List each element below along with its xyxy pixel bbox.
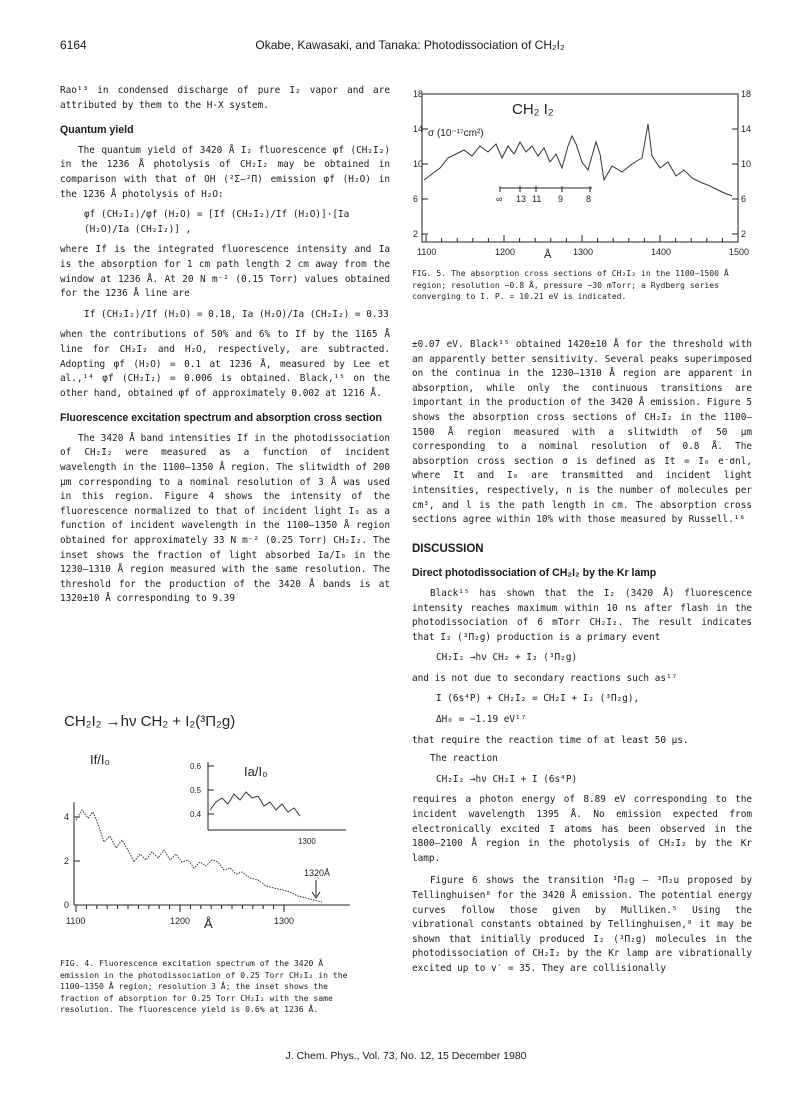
equation-secondary: I (6s⁴P) + CH₂I₂ = CH₂I + I₂ (³Π₂g), (436, 693, 640, 705)
figure-5-y-tick-label-left: 10 (413, 159, 424, 169)
figure-5-caption: FIG. 5. The absorption cross sections of CH₂I₂ in the 1100–1500 Å region; resolution ~0.8 Å, pressure ~30 mTorr; a Rydberg series converging to I. P. = 10.21 eV is indicated. (412, 268, 729, 301)
figure-4-inset-y-ticks (190, 762, 214, 819)
right-column (412, 338, 752, 977)
figure-4-y-tick-label: 4 (64, 812, 70, 822)
fluorescence-paragraph: The 3420 Å band intensities If in the photodissociation of CH₂I₂ were measured as a function of incident wavelength in the 1100–1350 Å region. The slitwidth of 200 μm corresponding to a nominal resolution of 3 Å was used in this region. Figure 4 shows the intensity of the fluorescence normalized to that of incident light I₀ as a function of incident wavelength in the 1100–1350 Å region obtained for approximately 33 N m⁻² (0.25 Torr) CH₂I₂. The inset shows the fraction of light absorbed Ia/I₀ in the 1230–1310 Å region measured with the same resolution. The threshold for the production of the 3420 Å bands is at 1320±10 Å corresponding to 9.39 (60, 432, 390, 605)
figure-5-y-tick-label-right: 6 (741, 194, 747, 204)
figure-4-x-unit: Å (204, 916, 213, 931)
figure-5-y-tick-label-left: 6 (413, 194, 419, 204)
figure-5-x-unit: Å (544, 249, 552, 261)
section-heading-discussion: DISCUSSION (412, 542, 484, 555)
require-paragraph: that require the reaction time of at least 50 μs. (412, 734, 689, 746)
figure-4-y-ticks (64, 812, 80, 910)
quantum-yield-paragraph: The quantum yield of 3420 Å I₂ fluorescence φf (CH₂I₂) in the 1236 Å photolysis of CH₂I₂ may be obtained in comparison with that of OH (²Σ–²Π) emission φf (H₂O) in the 1236 Å photolysis of H₂O: (60, 144, 390, 200)
figure-5-rydberg-markers (496, 186, 592, 204)
figure-4-y-tick-label: 2 (64, 856, 70, 866)
figure-5-x-tick-label: 1200 (495, 247, 516, 257)
figure-5-y-tick-label-left: 18 (413, 89, 424, 99)
figure-5-y-tick-label-right: 18 (741, 89, 752, 99)
equation-ratios: If (CH₂I₂)/If (H₂O) = 0.18, Ia (H₂O)/Ia (CH₂I₂) = 0.33 (84, 308, 389, 320)
equation-enthalpy: ΔH₀ = −1.19 eV¹⁷ (436, 714, 527, 726)
figure-5-x-tick-label: 1400 (651, 247, 672, 257)
figure-5-y-tick-label-right: 2 (741, 229, 747, 239)
figure-4-caption: FIG. 4. Fluorescence excitation spectrum of the 3420 Å emission in the photodissociation of 0.25 Torr CH₂I₂ in the 1100–1350 Å region; resolution 3 Å; the inset shows the fraction of absorption for 0.25 Torr CH₂I₂ with the same resolution. The fluorescence yield is 0.6% at 1236 Å. (60, 958, 348, 1014)
figure-5-rydberg-label: 8 (586, 194, 592, 204)
figure-4-x-ticks (66, 905, 294, 931)
section-heading-fluorescence: Fluorescence excitation spectrum and absorption cross section (60, 412, 383, 425)
figure-4-main-label: If/I₀ (90, 752, 110, 767)
section-heading-quantum-yield: Quantum yield (60, 124, 134, 137)
figure-4-x-tick-label: 1300 (274, 916, 295, 926)
figure-5-x-tick-label: 1500 (729, 247, 750, 257)
equation-reaction: CH₂I₂ →hν CH₂I + I (6s⁴P) (436, 773, 578, 785)
black-paragraph: Black¹⁵ has shown that the I₂ (3420 Å) fluorescence intensity reaches maximum within 10 ns after flash in the photodissociation of 6 mTorr CH₂I₂. The result indicates that I₂ (³Π₂g) production is a primary event (412, 587, 752, 643)
figure-5-title: CH₂ I₂ (512, 101, 554, 118)
figure-5-y-tick-label-right: 14 (741, 124, 752, 134)
continuation-paragraph: ±0.07 eV. Black¹⁵ obtained 1420±10 Å for the threshold with an apparently better sensitivity. Several peaks superimposed on the continua in the 1230–1310 Å region are apparent in absorption, while only the continuous transitions are important in the production of the 3420 Å emission. Figure 5 shows the absorption cross sections of CH₂I₂ in the 1100–1500 Å region measured with a slitwidth of 50 μm corresponding to a nominal resolution of 0.8 Å. The absorption cross section σ is defined as It = I₀ e⁻σnl, where It and I₀ are transmitted and incident light intensities, respectively, n is the number of molecules per cm³, and l is the path length in cm. The absorption cross sections agree within 10% with those measured by Russell.¹⁶ (412, 339, 752, 526)
figure-4-title: CH₂I₂ →hν CH₂ + I₂(³Π₂g) (64, 713, 236, 730)
figure-5 (412, 84, 760, 264)
figure-4-inset-y-tick-label: 0.4 (190, 810, 202, 819)
figure-4-inset-y-tick-label: 0.6 (190, 762, 202, 771)
figure-5-y-tick-label-left: 2 (413, 229, 419, 239)
where-paragraph: where If is the integrated fluorescence intensity and Ia is the absorption for 1 cm path length 2 cm away from the window at 1236 Å. At 20 N m⁻² (0.15 Torr) values obtained for the 1236 Å line are (60, 244, 390, 300)
figure-5-y-label: σ (10⁻¹⁷cm²) (428, 128, 484, 139)
journal-footer: J. Chem. Phys., Vol. 73, No. 12, 15 December 1980 (285, 1050, 527, 1062)
subsection-heading-direct: Direct photodissociation of CH₂I₂ by the Kr lamp (412, 567, 657, 580)
figure-4-inset-label: Ia/I₀ (244, 764, 268, 779)
figure-5-y-ticks (413, 89, 751, 239)
not-due-paragraph: and is not due to secondary reactions such as¹⁷ (412, 672, 678, 684)
figure-6-paragraph: Figure 6 shows the transition ³Π₂g – ³Π₂u proposed by Tellinghuisen⁸ for the 3420 Å emission. The potential energy curves follow those given by Mulliken.⁵ Using the vibrational constants obtained by Tellinghuisen,⁸ it may be shown that initially produced I₂ (³Π₂g) molecules in the photodissociation of CH₂I₂ by the Kr lamp are vibrationally excited up to v′ = 35. They are collisionally (412, 875, 752, 974)
figure-4-threshold-label: 1320Å (304, 868, 331, 878)
figure-5-rydberg-label: 13 (516, 194, 527, 204)
figure-4-x-tick-label: 1100 (66, 916, 86, 926)
photon-paragraph: requires a photon energy of 8.89 eV corresponding to the incident wavelength 1395 Å. No emission expected from electronically excited I atoms has been observed in the 1800–2100 Å region in the photolysis of CH₂I₂ by the Kr lamp. (412, 794, 752, 864)
figure-5-rydberg-label: ∞ (496, 194, 503, 204)
figure-5-rydberg-label: 11 (532, 194, 542, 204)
figure-4-x-tick-label: 1200 (170, 916, 191, 926)
figure-5-frame (422, 94, 738, 242)
figure-4-inset-trace (210, 792, 300, 816)
figure-4-inset-y-tick-label: 0.5 (190, 786, 202, 795)
contributions-paragraph: when the contributions of 50% and 6% to If by the 1165 Å line for CH₂I₂ and H₂O, respectively, are subtracted. Adopting φf (H₂O) = 0.1 at 1236 Å, measured by Lee et al.,¹⁴ φf (CH₂I₂) = 0.006 is obtained. Black,¹⁵ on the other hand, obtained φf of approximately 0.002 at 1216 Å. (60, 329, 390, 399)
figure-4-inset-x-tick: 1300 (298, 837, 316, 846)
figure-5-x-tick-label: 1100 (417, 247, 437, 257)
figure-5-x-tick-label: 1300 (573, 247, 594, 257)
reaction-intro: The reaction (430, 753, 498, 765)
figure-4 (60, 702, 390, 952)
page-number: 6164 (60, 38, 87, 52)
left-column (60, 84, 390, 607)
running-title: Okabe, Kawasaki, and Tanaka: Photodissociation of CH₂I₂ (255, 38, 565, 52)
figure-5-y-tick-label-left: 14 (413, 124, 424, 134)
figure-4-y-tick-label: 0 (64, 900, 70, 910)
equation-quantum-yield: φf (CH₂I₂)/φf (H₂O) = [If (CH₂I₂)/If (H₂O)]·[Ia (H₂O)/Ia (CH₂I₂)] , (84, 209, 350, 235)
intro-paragraph: Rao¹³ in condensed discharge of pure I₂ vapor and are attributed by them to the H-X system. (60, 85, 390, 111)
equation-primary: CH₂I₂ →hν CH₂ + I₂ (³Π₂g) (436, 652, 578, 664)
figure-5-x-ticks (417, 235, 749, 261)
figure-4-fluorescence-trace (76, 810, 322, 902)
figure-5-rydberg-label: 9 (558, 194, 564, 204)
figure-5-y-tick-label-right: 10 (741, 159, 752, 169)
